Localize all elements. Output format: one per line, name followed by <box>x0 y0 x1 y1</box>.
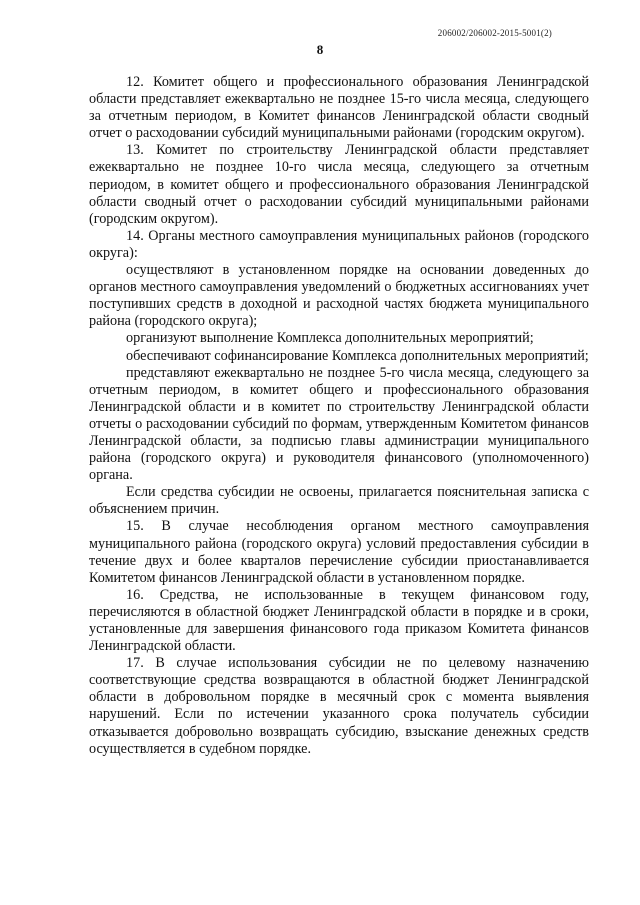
document-body <box>89 74 589 758</box>
paragraph-15: 15. В случае несоблюдения органом местного самоуправления муниципального района (городского округа) условий предоставления субсидии в течение двух и более кварталов перечисление субсидии приостанавливается Комитетом финансов Ленинградской области в установленном порядке. <box>89 518 589 586</box>
paragraph-14-item-accounting: осуществляют в установленном порядке на основании доведенных до органов местного самоуправления уведомлений о бюджетных ассигнованиях учет поступивших средств в доходной и расходной частях бюджета муниципального района (городского округа); <box>89 262 589 330</box>
paragraph-14-item-organize: организуют выполнение Комплекса дополнительных мероприятий; <box>126 330 534 347</box>
paragraph-12: 12. Комитет общего и профессионального образования Ленинградской области представляет ежеквартально не позднее 15-го числа месяца, следующего за отчетным периодом, в Комитет финансов Ленинградской области сводный отчет о расходовании субсидий муниципальными районами (городским округом). <box>89 74 589 142</box>
paragraph-14-item-cofinance: обеспечивают софинансирование Комплекса дополнительных мероприятий; <box>126 347 589 364</box>
document-id: 206002/206002-2015-5001(2) <box>437 28 552 38</box>
paragraph-17: 17. В случае использования субсидии не по целевому назначению соответствующие средства возвращаются в областной бюджет Ленинградской области в добровольном порядке в месячный срок с момента выявления нарушений. Если по истечении указанного срока получатель субсидии отказывается добровольно возвращать субсидию, взыскание денежных средств осуществляется в судебном порядке. <box>89 655 589 757</box>
paragraph-16: 16. Средства, не использованные в текущем финансовом году, перечисляются в областной бюджет Ленинградской области в порядке и в сроки, установленные для завершения финансового года приказом Комитета финансов Ленинградской области. <box>89 586 589 655</box>
paragraph-explanatory-note: Если средства субсидии не освоены, прилагается пояснительная записка с объяснением причин. <box>89 484 589 518</box>
page-number: 8 <box>316 42 324 57</box>
paragraph-13: 13. Комитет по строительству Ленинградской области представляет ежеквартально не позднее 10-го числа месяца, следующего за отчетным периодом, в комитет общего и профессионального образования Ленинградской области сводный отчет о расходовании субсидий муниципальными районами (городским округом). <box>89 142 589 227</box>
paragraph-14-item-reports: представляют ежеквартально не позднее 5-го числа месяца, следующего за отчетным периодом, в комитет общего и профессионального образования Ленинградской области и в комитет по строительству Ленинградской области отчеты о расходовании субсидий по формам, утвержденным Комитетом финансов Ленинградской области, за подписью главы администрации муниципального района (городского округа) и руководителя финансового (уполномоченного) органа. <box>89 364 589 484</box>
paragraph-14: 14. Органы местного самоуправления муниципальных районов (городского округа): <box>89 227 589 261</box>
